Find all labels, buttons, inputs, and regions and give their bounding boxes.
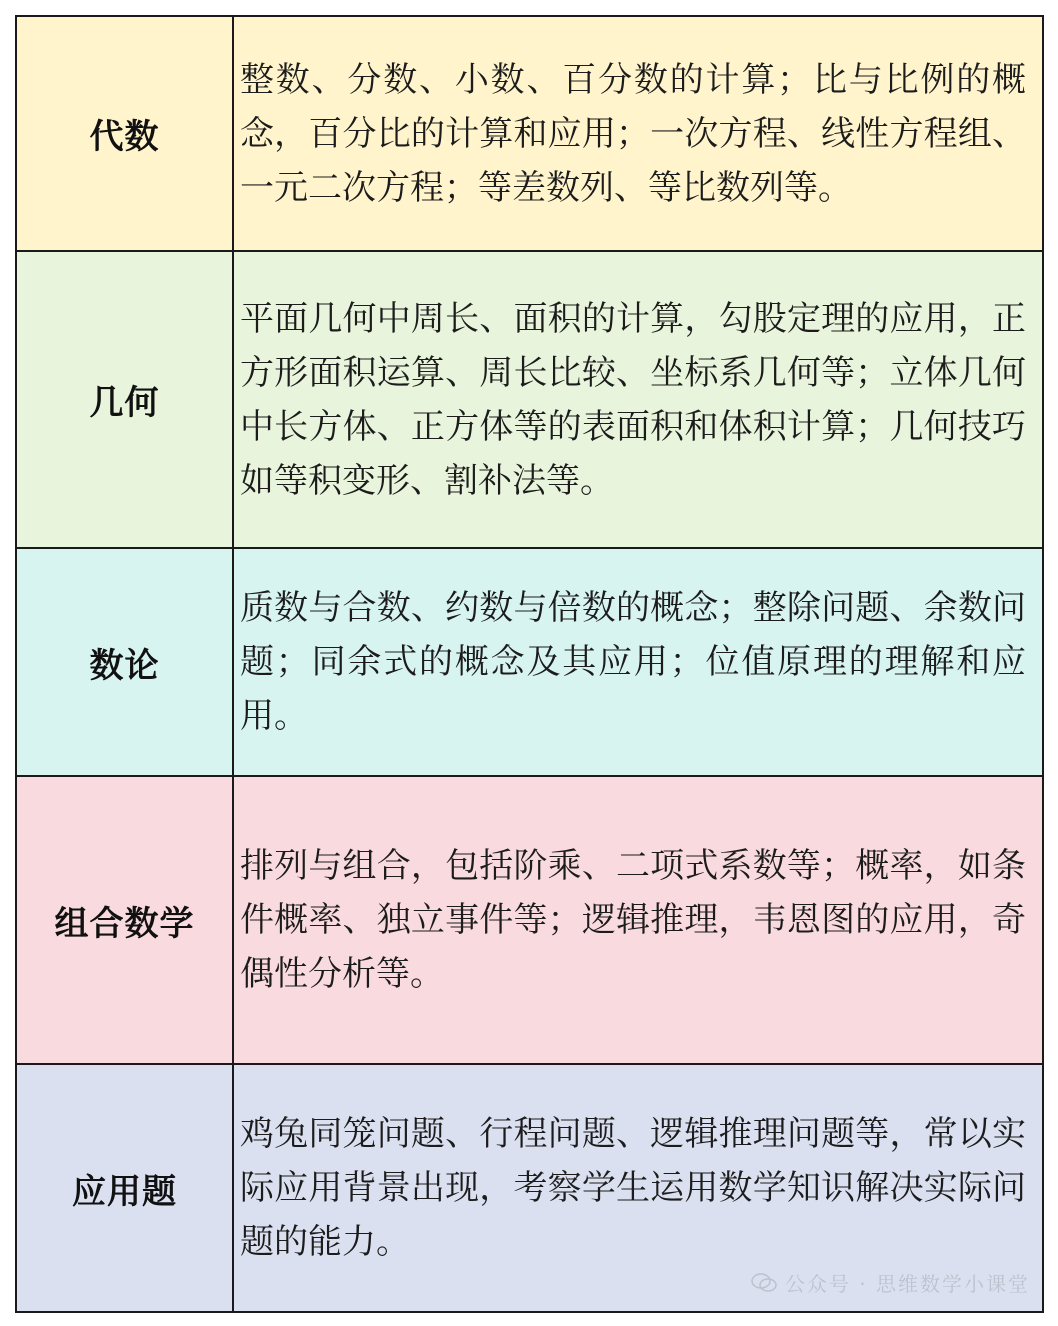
watermark [751,1268,1030,1297]
topic-cell-number-theory: 数论 [16,548,233,776]
math-topics-table [15,15,1044,1313]
table-row [16,548,1043,776]
wechat-bubble-icon [751,1272,777,1294]
topic-cell-algebra: 代数 [16,16,233,251]
description-cell-geometry: 平面几何中周长、面积的计算，勾股定理的应用，正方形面积运算、周长比较、坐标系几何等；立体几何中长方体、正方体等的表面积和体积计算；几何技巧如等积变形、割补法等。 [233,251,1043,548]
watermark-text: 公众号 · 思维数学小课堂 [784,1272,1030,1296]
description-cell-number-theory: 质数与合数、约数与倍数的概念；整除问题、余数问题；同余式的概念及其应用；位值原理的理解和应用。 [233,548,1043,776]
description-cell-word-problems: 鸡兔同笼问题、行程问题、逻辑推理问题等，常以实际应用背景出现，考察学生运用数学知识解决实际问题的能力。 [233,1064,1043,1312]
description-cell-algebra: 整数、分数、小数、百分数的计算；比与比例的概念，百分比的计算和应用；一次方程、线性方程组、一元二次方程；等差数列、等比数列等。 [233,16,1043,251]
topic-cell-geometry: 几何 [16,251,233,548]
description-cell-combinatorics: 排列与组合，包括阶乘、二项式系数等；概率，如条件概率、独立事件等；逻辑推理，韦恩图的应用，奇偶性分析等。 [233,776,1043,1064]
topic-cell-word-problems: 应用题 [16,1064,233,1312]
topic-cell-combinatorics: 组合数学 [16,776,233,1064]
table-row [16,16,1043,251]
table-row [16,776,1043,1064]
table-row [16,251,1043,548]
